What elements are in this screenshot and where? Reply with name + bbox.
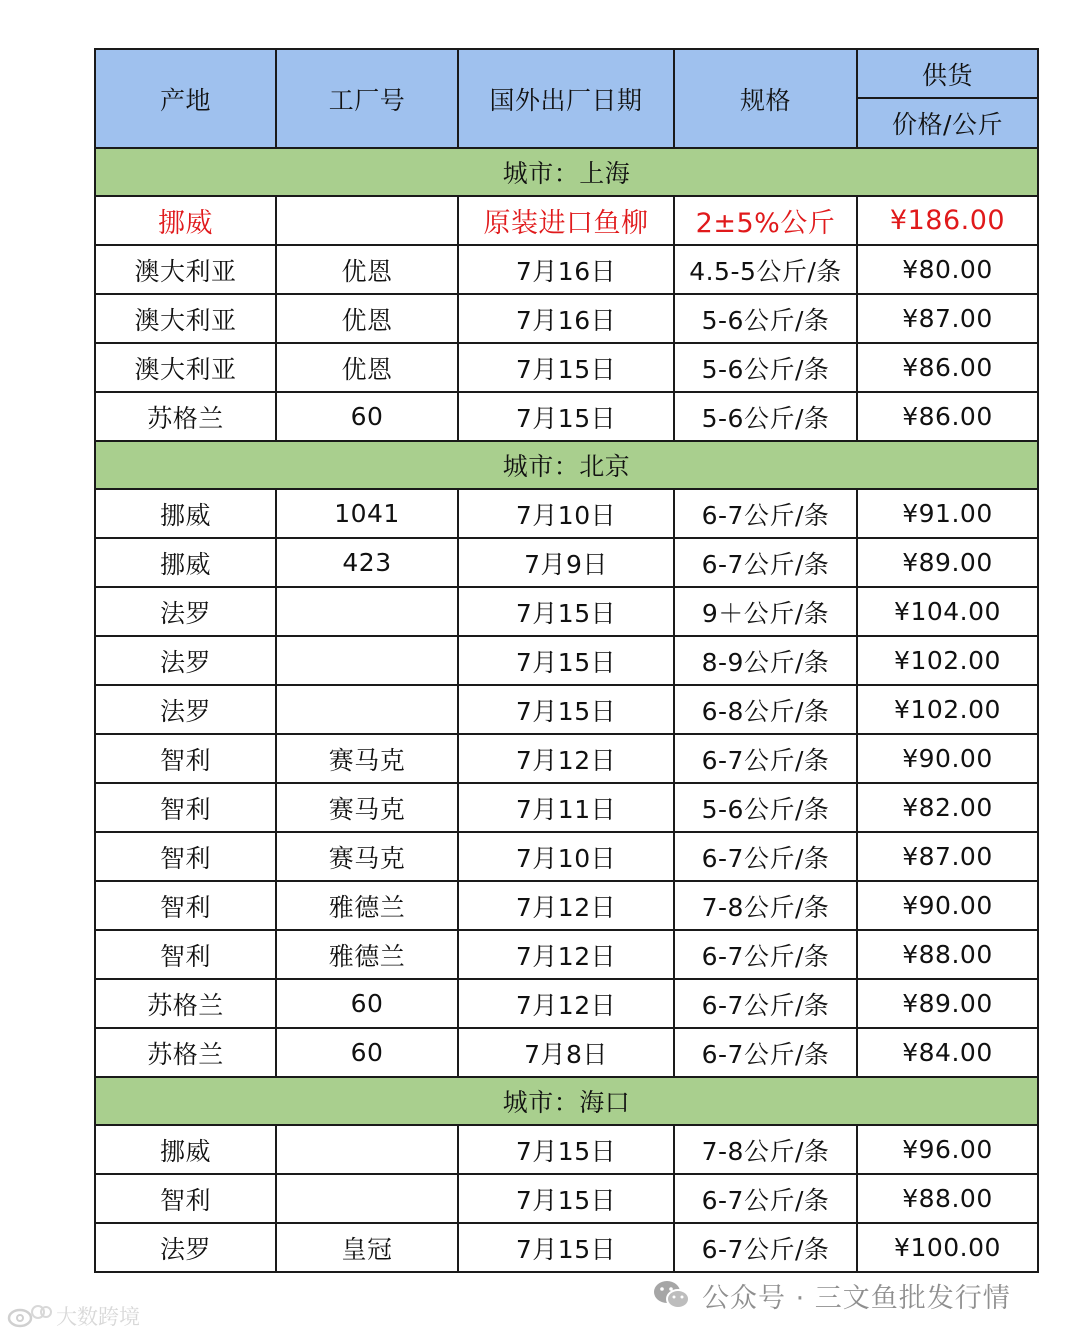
watermark-text: 公众号 · 三文鱼批发行情 — [702, 1282, 1011, 1314]
cell-factory: 雅德兰 — [276, 930, 458, 979]
cell-spec: 4.5-5公斤/条 — [674, 245, 857, 294]
cell-date: 7月12日 — [458, 881, 674, 930]
header-row — [95, 49, 1038, 98]
cell-price: ¥91.00 — [857, 489, 1038, 538]
cell-price: ¥102.00 — [857, 636, 1038, 685]
cell-factory — [276, 196, 458, 245]
cell-origin: 苏格兰 — [95, 979, 276, 1028]
cell-date: 7月15日 — [458, 587, 674, 636]
cell-origin: 挪威 — [95, 538, 276, 587]
cell-price: ¥82.00 — [857, 783, 1038, 832]
cell-origin: 苏格兰 — [95, 392, 276, 441]
table-row — [95, 587, 1038, 636]
price-table — [94, 48, 1039, 1273]
header-spec: 规格 — [674, 49, 857, 148]
cell-spec: 6-7公斤/条 — [674, 489, 857, 538]
city-label: 城市：北京 — [95, 441, 1038, 489]
cell-spec: 6-7公斤/条 — [674, 930, 857, 979]
cell-origin: 澳大利亚 — [95, 245, 276, 294]
cell-price: ¥87.00 — [857, 294, 1038, 343]
cell-spec: 6-7公斤/条 — [674, 1028, 857, 1077]
cell-spec: 9＋公斤/条 — [674, 587, 857, 636]
cell-origin: 挪威 — [95, 196, 276, 245]
cell-price: ¥87.00 — [857, 832, 1038, 881]
cell-spec: 6-7公斤/条 — [674, 1223, 857, 1272]
table-row — [95, 294, 1038, 343]
cell-date: 7月16日 — [458, 294, 674, 343]
cell-date: 7月15日 — [458, 1125, 674, 1174]
cell-origin: 智利 — [95, 1174, 276, 1223]
cell-price: ¥102.00 — [857, 685, 1038, 734]
cell-price: ¥100.00 — [857, 1223, 1038, 1272]
table-row — [95, 245, 1038, 294]
cell-spec: 7-8公斤/条 — [674, 1125, 857, 1174]
cell-spec: 5-6公斤/条 — [674, 294, 857, 343]
cell-price: ¥89.00 — [857, 979, 1038, 1028]
cell-origin: 澳大利亚 — [95, 343, 276, 392]
cell-price: ¥80.00 — [857, 245, 1038, 294]
table-row — [95, 636, 1038, 685]
table-row — [95, 1125, 1038, 1174]
cell-factory: 赛马克 — [276, 832, 458, 881]
cell-price: ¥90.00 — [857, 734, 1038, 783]
table-row — [95, 489, 1038, 538]
cell-price: ¥90.00 — [857, 881, 1038, 930]
cell-spec: 2±5%公斤 — [674, 196, 857, 245]
cell-date: 7月15日 — [458, 1223, 674, 1272]
cell-origin: 澳大利亚 — [95, 294, 276, 343]
header-price-unit: 价格/公斤 — [857, 98, 1038, 148]
city-label: 城市：海口 — [95, 1077, 1038, 1125]
cell-price: ¥86.00 — [857, 343, 1038, 392]
cell-spec: 6-7公斤/条 — [674, 979, 857, 1028]
city-section-row — [95, 441, 1038, 489]
table-body — [95, 148, 1038, 1272]
cell-spec: 7-8公斤/条 — [674, 881, 857, 930]
cell-date: 7月15日 — [458, 685, 674, 734]
cell-factory: 优恩 — [276, 343, 458, 392]
cell-date: 7月9日 — [458, 538, 674, 587]
cell-spec: 5-6公斤/条 — [674, 783, 857, 832]
cell-date: 7月10日 — [458, 832, 674, 881]
cell-factory: 423 — [276, 538, 458, 587]
cell-factory: 60 — [276, 979, 458, 1028]
cell-origin: 智利 — [95, 930, 276, 979]
cell-origin: 挪威 — [95, 1125, 276, 1174]
cell-date: 7月15日 — [458, 636, 674, 685]
cell-factory: 优恩 — [276, 294, 458, 343]
table-row — [95, 930, 1038, 979]
cell-date: 7月12日 — [458, 979, 674, 1028]
cell-price: ¥104.00 — [857, 587, 1038, 636]
cell-origin: 智利 — [95, 734, 276, 783]
cell-factory: 60 — [276, 1028, 458, 1077]
cell-date: 7月8日 — [458, 1028, 674, 1077]
cell-date: 7月11日 — [458, 783, 674, 832]
watermark-corner — [6, 1300, 140, 1332]
cell-spec: 6-8公斤/条 — [674, 685, 857, 734]
city-section-row — [95, 1077, 1038, 1125]
wechat-official-account-icon — [652, 1279, 692, 1311]
table-row — [95, 734, 1038, 783]
cell-factory: 赛马克 — [276, 734, 458, 783]
cell-factory: 皇冠 — [276, 1223, 458, 1272]
cell-spec: 5-6公斤/条 — [674, 343, 857, 392]
cell-price: ¥89.00 — [857, 538, 1038, 587]
cell-date: 7月15日 — [458, 343, 674, 392]
cell-factory — [276, 1174, 458, 1223]
table-row — [95, 1028, 1038, 1077]
cell-origin: 法罗 — [95, 1223, 276, 1272]
cell-date: 7月12日 — [458, 930, 674, 979]
cell-origin: 智利 — [95, 783, 276, 832]
table-row — [95, 343, 1038, 392]
table-row — [95, 1174, 1038, 1223]
cell-factory — [276, 685, 458, 734]
cell-price: ¥88.00 — [857, 930, 1038, 979]
table-row — [95, 1223, 1038, 1272]
table-row — [95, 196, 1038, 245]
watermark-corner-text: 大数跨境 — [56, 1305, 140, 1329]
cell-factory: 雅德兰 — [276, 881, 458, 930]
table-row — [95, 538, 1038, 587]
cell-origin: 法罗 — [95, 636, 276, 685]
cell-origin: 智利 — [95, 881, 276, 930]
header-date: 国外出厂日期 — [458, 49, 674, 148]
cell-factory: 优恩 — [276, 245, 458, 294]
table-row — [95, 832, 1038, 881]
cell-factory — [276, 587, 458, 636]
table-row — [95, 881, 1038, 930]
table-row — [95, 685, 1038, 734]
cell-origin: 智利 — [95, 832, 276, 881]
header-supply: 供货 — [857, 49, 1038, 98]
weibo-logo-icon — [6, 1302, 52, 1330]
cell-price: ¥96.00 — [857, 1125, 1038, 1174]
cell-date: 7月16日 — [458, 245, 674, 294]
header-origin: 产地 — [95, 49, 276, 148]
table-row — [95, 392, 1038, 441]
table-row — [95, 783, 1038, 832]
watermark — [652, 1277, 1011, 1313]
cell-spec: 6-7公斤/条 — [674, 734, 857, 783]
city-section-row — [95, 148, 1038, 196]
cell-factory: 60 — [276, 392, 458, 441]
cell-date: 7月15日 — [458, 392, 674, 441]
cell-factory — [276, 1125, 458, 1174]
cell-price: ¥84.00 — [857, 1028, 1038, 1077]
cell-origin: 挪威 — [95, 489, 276, 538]
cell-origin: 法罗 — [95, 685, 276, 734]
cell-spec: 6-7公斤/条 — [674, 832, 857, 881]
cell-date: 原装进口鱼柳 — [458, 196, 674, 245]
cell-spec: 5-6公斤/条 — [674, 392, 857, 441]
table-row — [95, 979, 1038, 1028]
cell-price: ¥88.00 — [857, 1174, 1038, 1223]
cell-spec: 6-7公斤/条 — [674, 1174, 857, 1223]
city-label: 城市：上海 — [95, 148, 1038, 196]
cell-price: ¥86.00 — [857, 392, 1038, 441]
cell-date: 7月10日 — [458, 489, 674, 538]
cell-date: 7月12日 — [458, 734, 674, 783]
cell-origin: 法罗 — [95, 587, 276, 636]
cell-factory: 1041 — [276, 489, 458, 538]
cell-spec: 8-9公斤/条 — [674, 636, 857, 685]
cell-spec: 6-7公斤/条 — [674, 538, 857, 587]
cell-origin: 苏格兰 — [95, 1028, 276, 1077]
cell-factory: 赛马克 — [276, 783, 458, 832]
cell-date: 7月15日 — [458, 1174, 674, 1223]
cell-factory — [276, 636, 458, 685]
cell-price: ¥186.00 — [857, 196, 1038, 245]
header-factory: 工厂号 — [276, 49, 458, 148]
